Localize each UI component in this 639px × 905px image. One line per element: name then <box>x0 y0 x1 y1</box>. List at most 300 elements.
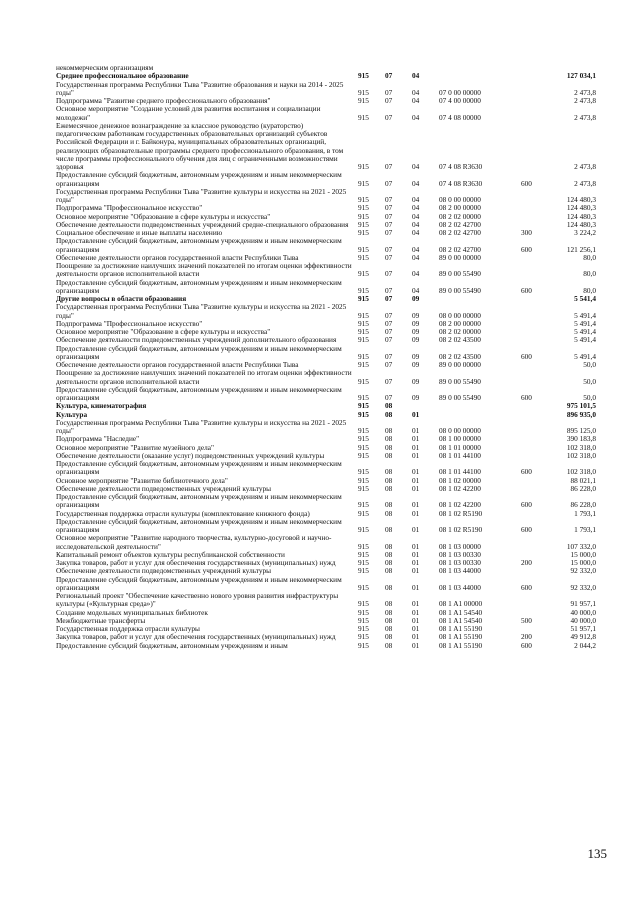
row-amount: 50,0 <box>583 360 596 369</box>
table-row <box>56 345 596 362</box>
row-subsection-code: 01 <box>412 409 420 419</box>
row-amount: 92 332,0 <box>570 582 596 592</box>
row-target-code: 89 0 00 55490 <box>439 269 481 279</box>
row-amount: 5 491,4 <box>574 335 596 345</box>
row-section-code: 08 <box>385 525 393 534</box>
row-subsection-code: 09 <box>412 393 420 402</box>
row-name: Предоставление субсидий бюджетным, автономным учреждениям и иным некоммерческим организациям <box>56 459 342 477</box>
row-amount: 124 480,3 <box>566 203 596 213</box>
row-subsection-code: 04 <box>412 178 420 188</box>
row-ved-code: 915 <box>358 351 369 361</box>
row-ved-code: 915 <box>358 219 369 229</box>
row-ved-code: 915 <box>358 525 369 534</box>
row-ved-code: 915 <box>358 244 369 254</box>
row-target-code: 08 1 03 00000 <box>439 541 481 551</box>
row-amount: 5 491,4 <box>574 327 596 336</box>
row-target-code: 08 1 02 42200 <box>439 500 481 510</box>
row-amount: 2 044,2 <box>574 640 596 650</box>
row-name: Обеспечение деятельности органов государственной власти Республики Тыва <box>56 252 299 262</box>
row-ved-code: 915 <box>358 426 369 435</box>
row-target-code: 08 1 A1 55190 <box>439 640 483 650</box>
row-ved-code: 915 <box>358 434 369 444</box>
row-section-code: 08 <box>385 582 393 592</box>
row-ved-code: 915 <box>358 360 369 369</box>
row-amount: 102 318,0 <box>566 467 596 477</box>
row-section-code: 07 <box>385 112 393 122</box>
row-subsection-code: 01 <box>412 582 420 592</box>
row-section-code: 08 <box>385 599 393 609</box>
row-amount: 124 480,3 <box>566 195 596 204</box>
row-ved-code: 915 <box>358 71 369 81</box>
row-expense-type: 200 <box>521 632 532 642</box>
row-expense-type: 600 <box>521 467 532 477</box>
row-amount: 1 793,1 <box>574 525 596 534</box>
row-section-code: 07 <box>385 252 393 262</box>
row-name: Предоставление субсидий бюджетным, автономным учреждениям и иным некоммерческим организациям <box>56 236 342 254</box>
row-amount: 975 101,5 <box>566 401 596 411</box>
row-name: Подпрограмма "Развитие среднего профессионального образования" <box>56 96 271 105</box>
row-name: Государственная поддержка отрасли культуры (комплектование книжного фонда) <box>56 508 310 518</box>
row-name: Государственная программа Республики Тыва "Развитие культуры и искусства на 2021 - 2025 годы" <box>56 417 347 435</box>
row-amount: 390 183,8 <box>566 434 596 444</box>
row-subsection-code: 09 <box>412 360 420 369</box>
table-row <box>56 369 596 386</box>
row-subsection-code: 01 <box>412 475 420 485</box>
row-ved-code: 915 <box>358 607 369 617</box>
row-ved-code: 915 <box>358 582 369 592</box>
row-name: Подпрограмма "Профессиональное искусство" <box>56 203 203 213</box>
row-name: Обеспечение деятельности органов государственной власти Республики Тыва <box>56 360 299 369</box>
row-amount: 102 318,0 <box>566 442 596 452</box>
row-name: Закупка товаров, работ и услуг для обеспечения государственных (муниципальных) нужд <box>56 558 336 567</box>
row-subsection-code: 04 <box>412 269 420 279</box>
row-expense-type: 600 <box>521 351 532 361</box>
row-amount: 895 125,0 <box>566 426 596 435</box>
row-amount: 80,0 <box>583 252 596 262</box>
row-ved-code: 915 <box>358 178 369 188</box>
row-amount: 91 957,1 <box>570 599 596 609</box>
row-section-code: 07 <box>385 327 393 336</box>
row-subsection-code: 01 <box>412 467 420 477</box>
budget-table <box>56 64 596 650</box>
row-name: Региональный проект "Обеспечение качественно нового уровня развития инфраструктуры культуры («Культурная среда»)" <box>56 591 339 609</box>
row-expense-type: 600 <box>521 393 532 402</box>
row-section-code: 08 <box>385 434 393 444</box>
row-ved-code: 915 <box>358 467 369 477</box>
row-amount: 107 332,0 <box>566 541 596 551</box>
table-row <box>56 493 596 510</box>
row-amount: 5 491,4 <box>574 318 596 328</box>
row-target-code: 07 4 08 00000 <box>439 112 481 122</box>
row-subsection-code: 09 <box>412 310 420 320</box>
row-amount: 2 473,8 <box>574 162 596 171</box>
row-section-code: 07 <box>385 244 393 254</box>
row-subsection-code: 04 <box>412 203 420 213</box>
row-target-code: 08 1 02 42200 <box>439 483 481 493</box>
row-name: Государственная программа Республики Тыва "Развитие культуры и искусства на 2021 - 2025 годы" <box>56 186 347 204</box>
row-name: некоммерческим организациям <box>56 63 154 72</box>
row-target-code: 07 0 00 00000 <box>439 87 481 97</box>
row-subsection-code: 01 <box>412 450 420 460</box>
row-name: Обеспечение деятельности подведомственных учреждений дополнительного образования <box>56 335 337 345</box>
row-amount: 5 541,4 <box>574 294 596 303</box>
row-ved-code: 915 <box>358 195 369 204</box>
row-subsection-code: 01 <box>412 426 420 435</box>
row-amount: 15 000,0 <box>570 549 596 559</box>
row-target-code: 08 1 03 44000 <box>439 582 481 592</box>
row-target-code: 07 4 08 R3630 <box>439 162 483 171</box>
row-subsection-code: 04 <box>412 87 420 97</box>
row-subsection-code: 01 <box>412 483 420 493</box>
row-subsection-code: 04 <box>412 244 420 254</box>
row-subsection-code: 04 <box>412 162 420 171</box>
row-ved-code: 915 <box>358 318 369 328</box>
row-target-code: 08 1 03 00330 <box>439 549 481 559</box>
row-subsection-code: 04 <box>412 112 420 122</box>
table-row <box>56 402 596 410</box>
table-row <box>56 460 596 477</box>
row-section-code: 08 <box>385 566 393 576</box>
row-subsection-code: 04 <box>412 96 420 105</box>
row-expense-type: 600 <box>521 500 532 510</box>
row-amount: 2 473,8 <box>574 87 596 97</box>
row-section-code: 08 <box>385 640 393 650</box>
table-row <box>56 303 596 320</box>
row-subsection-code: 01 <box>412 508 420 518</box>
row-target-code: 08 0 00 00000 <box>439 195 481 204</box>
row-target-code: 08 1 A1 55190 <box>439 624 483 633</box>
row-target-code: 89 0 00 55490 <box>439 376 481 386</box>
row-name: Подпрограмма "Наследие" <box>56 434 140 444</box>
row-ved-code: 915 <box>358 409 369 419</box>
row-target-code: 08 2 02 00000 <box>439 327 481 336</box>
row-target-code: 08 0 00 00000 <box>439 426 481 435</box>
row-ved-code: 915 <box>358 624 369 633</box>
row-name: Среднее профессиональное образование <box>56 71 189 81</box>
row-subsection-code: 04 <box>412 285 420 295</box>
row-target-code: 08 1 02 R5190 <box>439 525 483 534</box>
row-section-code: 08 <box>385 409 393 419</box>
row-name: Предоставление субсидий бюджетным, автономным учреждениям и иным некоммерческим организациям <box>56 574 342 592</box>
row-section-code: 07 <box>385 294 393 303</box>
row-section-code: 08 <box>385 500 393 510</box>
row-name: Капитальный ремонт объектов культуры республиканской собственности <box>56 549 285 559</box>
row-name: Другие вопросы в области образования <box>56 294 187 303</box>
row-ved-code: 915 <box>358 393 369 402</box>
row-target-code: 08 1 03 44000 <box>439 566 481 576</box>
row-expense-type: 600 <box>521 244 532 254</box>
table-row <box>56 534 596 551</box>
row-name: Основное мероприятие "Образование в сфере культуры и искусства" <box>56 327 271 336</box>
row-subsection-code: 01 <box>412 615 420 625</box>
row-section-code: 08 <box>385 426 393 435</box>
row-section-code: 08 <box>385 615 393 625</box>
table-row <box>56 237 596 254</box>
row-target-code: 08 0 00 00000 <box>439 310 481 320</box>
table-row <box>56 576 596 593</box>
row-target-code: 08 1 02 00000 <box>439 475 481 485</box>
table-row <box>56 105 596 122</box>
row-target-code: 08 1 01 44100 <box>439 450 481 460</box>
row-expense-type: 600 <box>521 285 532 295</box>
row-target-code: 08 1 02 R5190 <box>439 508 483 518</box>
row-amount: 50,0 <box>583 393 596 402</box>
row-subsection-code: 01 <box>412 558 420 567</box>
row-section-code: 07 <box>385 178 393 188</box>
row-ved-code: 915 <box>358 335 369 345</box>
row-subsection-code: 01 <box>412 640 420 650</box>
row-name: Закупка товаров, работ и услуг для обеспечения государственных (муниципальных) нужд <box>56 632 336 642</box>
row-name: Предоставление субсидий бюджетным, автономным учреждениям и иным некоммерческим организациям <box>56 170 342 188</box>
row-section-code: 07 <box>385 96 393 105</box>
row-section-code: 07 <box>385 195 393 204</box>
row-target-code: 89 0 00 55490 <box>439 393 481 402</box>
row-amount: 2 473,8 <box>574 112 596 122</box>
row-ved-code: 915 <box>358 475 369 485</box>
row-name: Предоставление субсидий бюджетным, автономным учреждениям и иным некоммерческим организациям <box>56 492 342 510</box>
row-ved-code: 915 <box>358 285 369 295</box>
row-section-code: 07 <box>385 318 393 328</box>
row-target-code: 08 2 02 00000 <box>439 211 481 221</box>
row-expense-type: 600 <box>521 525 532 534</box>
row-amount: 50,0 <box>583 376 596 386</box>
row-ved-code: 915 <box>358 566 369 576</box>
row-amount: 5 491,4 <box>574 310 596 320</box>
row-section-code: 07 <box>385 393 393 402</box>
row-section-code: 08 <box>385 401 393 411</box>
row-section-code: 07 <box>385 310 393 320</box>
table-row <box>56 171 596 188</box>
row-amount: 49 912,8 <box>570 632 596 642</box>
row-section-code: 07 <box>385 87 393 97</box>
row-subsection-code: 01 <box>412 624 420 633</box>
row-section-code: 07 <box>385 269 393 279</box>
row-section-code: 07 <box>385 360 393 369</box>
row-target-code: 08 2 00 00000 <box>439 203 481 213</box>
row-ved-code: 915 <box>358 599 369 609</box>
row-amount: 15 000,0 <box>570 558 596 567</box>
row-section-code: 07 <box>385 71 393 81</box>
row-name: Основное мероприятие "Создание условий для развития воспитания и социализации молодежи" <box>56 104 321 122</box>
table-row <box>56 122 596 172</box>
row-name: Социальное обеспечение и иные выплаты населению <box>56 228 223 237</box>
row-expense-type: 600 <box>521 178 532 188</box>
table-row <box>56 262 596 279</box>
row-name: Создание модельных муниципальных библиотек <box>56 607 208 617</box>
row-target-code: 08 1 A1 54540 <box>439 607 483 617</box>
row-subsection-code: 01 <box>412 500 420 510</box>
row-ved-code: 915 <box>358 558 369 567</box>
row-name: Поощрение за достижение наилучших значений показателей по итогам оценки эффективности деятельности органов исполнительной власти <box>56 368 352 386</box>
row-section-code: 08 <box>385 483 393 493</box>
row-amount: 86 228,0 <box>570 500 596 510</box>
row-target-code: 08 2 02 42700 <box>439 219 481 229</box>
row-section-code: 07 <box>385 376 393 386</box>
row-ved-code: 915 <box>358 442 369 452</box>
row-subsection-code: 01 <box>412 549 420 559</box>
row-name: Предоставление субсидий бюджетным, автономным учреждениям и иным некоммерческим организациям <box>56 384 342 402</box>
row-amount: 2 473,8 <box>574 96 596 105</box>
row-subsection-code: 01 <box>412 632 420 642</box>
row-ved-code: 915 <box>358 615 369 625</box>
row-name: Межбюджетные трансферты <box>56 615 146 625</box>
row-ved-code: 915 <box>358 203 369 213</box>
row-ved-code: 915 <box>358 500 369 510</box>
row-amount: 102 318,0 <box>566 450 596 460</box>
row-ved-code: 915 <box>358 632 369 642</box>
row-ved-code: 915 <box>358 310 369 320</box>
row-target-code: 08 2 02 42700 <box>439 244 481 254</box>
row-target-code: 07 4 08 R3630 <box>439 178 483 188</box>
row-amount: 86 228,0 <box>570 483 596 493</box>
row-subsection-code: 01 <box>412 442 420 452</box>
row-section-code: 07 <box>385 351 393 361</box>
row-amount: 88 021,1 <box>570 475 596 485</box>
row-name: Культура <box>56 409 88 419</box>
row-name: Основное мероприятие "Развитие народного творчества, культурно-досуговой и научно-исследовательской деятельности" <box>56 533 332 551</box>
row-ved-code: 915 <box>358 376 369 386</box>
row-target-code: 08 1 A1 55190 <box>439 632 483 642</box>
row-target-code: 89 0 00 55490 <box>439 285 481 295</box>
row-name: Ежемесячное денежное вознаграждение за классное руководство (кураторство) педагогическим работникам государственных образовательных организаций субъектов Российской Федерации и г. Байконура, муниципальных образовательных организаций, реализующих образовательные программы среднего профессионального образования, в том числе программы профессионального обучения для лиц с ограниченными возможностями здоровья <box>56 120 344 171</box>
row-amount: 3 224,2 <box>574 228 596 237</box>
row-name: Государственная программа Республики Тыва "Развитие культуры и искусства на 2021 - 2025 годы" <box>56 302 347 320</box>
row-target-code: 08 2 02 43500 <box>439 351 481 361</box>
row-name: Предоставление субсидий бюджетным, автономным учреждениям и иным некоммерческим организациям <box>56 277 342 295</box>
row-name: Обеспечение деятельности (оказание услуг) подведомственных учреждений культуры <box>56 450 325 460</box>
row-amount: 40 000,0 <box>570 607 596 617</box>
row-ved-code: 915 <box>358 87 369 97</box>
row-subsection-code: 04 <box>412 219 420 229</box>
row-subsection-code: 09 <box>412 294 420 303</box>
row-name: Обеспечение деятельности подведомственных учреждений культуры <box>56 483 272 493</box>
row-subsection-code: 04 <box>412 195 420 204</box>
row-section-code: 08 <box>385 442 393 452</box>
row-target-code: 08 1 01 00000 <box>439 442 481 452</box>
row-section-code: 08 <box>385 541 393 551</box>
table-row <box>56 419 596 436</box>
row-expense-type: 600 <box>521 640 532 650</box>
row-name: Основное мероприятие "Развитие библиотечного дела" <box>56 475 228 485</box>
row-ved-code: 915 <box>358 252 369 262</box>
row-amount: 124 480,3 <box>566 219 596 229</box>
row-subsection-code: 04 <box>412 71 420 81</box>
row-expense-type: 600 <box>521 582 532 592</box>
row-target-code: 08 1 A1 54540 <box>439 615 483 625</box>
row-subsection-code: 01 <box>412 599 420 609</box>
row-section-code: 07 <box>385 285 393 295</box>
row-section-code: 07 <box>385 211 393 221</box>
row-ved-code: 915 <box>358 640 369 650</box>
row-ved-code: 915 <box>358 228 369 237</box>
row-amount: 124 480,3 <box>566 211 596 221</box>
row-target-code: 08 1 A1 00000 <box>439 599 483 609</box>
row-ved-code: 915 <box>358 96 369 105</box>
row-amount: 127 034,1 <box>566 71 596 81</box>
row-section-code: 07 <box>385 219 393 229</box>
row-target-code: 08 2 00 00000 <box>439 318 481 328</box>
table-row <box>56 592 596 609</box>
row-target-code: 08 1 00 00000 <box>439 434 481 444</box>
row-section-code: 08 <box>385 508 393 518</box>
row-name: Предоставление субсидий бюджетным, автономным учреждениям и иным некоммерческим организациям <box>56 343 342 361</box>
row-section-code: 08 <box>385 450 393 460</box>
table-row <box>56 518 596 535</box>
row-subsection-code: 09 <box>412 318 420 328</box>
row-subsection-code: 04 <box>412 211 420 221</box>
row-amount: 1 793,1 <box>574 508 596 518</box>
row-name: Предоставление субсидий бюджетным, автономным учреждениям и иным <box>56 640 288 650</box>
row-target-code: 89 0 00 00000 <box>439 252 481 262</box>
row-ved-code: 915 <box>358 541 369 551</box>
row-amount: 2 473,8 <box>574 178 596 188</box>
row-ved-code: 915 <box>358 483 369 493</box>
row-amount: 92 332,0 <box>570 566 596 576</box>
row-ved-code: 915 <box>358 211 369 221</box>
row-ved-code: 915 <box>358 294 369 303</box>
row-subsection-code: 09 <box>412 376 420 386</box>
row-ved-code: 915 <box>358 162 369 171</box>
table-row <box>56 279 596 296</box>
row-target-code: 08 1 01 44100 <box>439 467 481 477</box>
row-target-code: 08 2 02 43500 <box>439 335 481 345</box>
row-section-code: 08 <box>385 558 393 567</box>
row-subsection-code: 09 <box>412 335 420 345</box>
row-ved-code: 915 <box>358 508 369 518</box>
row-section-code: 08 <box>385 475 393 485</box>
row-section-code: 08 <box>385 467 393 477</box>
row-amount: 80,0 <box>583 269 596 279</box>
table-row <box>56 642 596 650</box>
row-subsection-code: 04 <box>412 252 420 262</box>
row-section-code: 08 <box>385 624 393 633</box>
table-row <box>56 81 596 98</box>
row-subsection-code: 01 <box>412 607 420 617</box>
row-ved-code: 915 <box>358 549 369 559</box>
row-subsection-code: 01 <box>412 525 420 534</box>
row-ved-code: 915 <box>358 327 369 336</box>
row-subsection-code: 01 <box>412 566 420 576</box>
row-section-code: 07 <box>385 335 393 345</box>
row-target-code: 07 4 00 00000 <box>439 96 481 105</box>
row-expense-type: 300 <box>521 228 532 237</box>
row-amount: 80,0 <box>583 285 596 295</box>
table-row <box>56 386 596 403</box>
row-ved-code: 915 <box>358 112 369 122</box>
row-target-code: 89 0 00 00000 <box>439 360 481 369</box>
row-subsection-code: 09 <box>412 351 420 361</box>
page-number: 135 <box>587 846 607 861</box>
row-subsection-code: 01 <box>412 434 420 444</box>
row-name: Государственная поддержка отрасли культуры <box>56 624 200 633</box>
row-subsection-code: 09 <box>412 327 420 336</box>
row-expense-type: 200 <box>521 558 532 567</box>
row-section-code: 08 <box>385 549 393 559</box>
row-section-code: 08 <box>385 607 393 617</box>
row-expense-type: 500 <box>521 615 532 625</box>
row-amount: 51 957,1 <box>570 624 596 633</box>
row-subsection-code: 01 <box>412 541 420 551</box>
row-target-code: 08 2 02 42700 <box>439 228 481 237</box>
row-subsection-code: 04 <box>412 228 420 237</box>
row-amount: 121 256,1 <box>566 244 596 254</box>
row-ved-code: 915 <box>358 450 369 460</box>
row-section-code: 07 <box>385 228 393 237</box>
row-section-code: 07 <box>385 162 393 171</box>
row-name: Культура, кинематография <box>56 401 147 411</box>
row-name: Государственная программа Республики Тыва "Развитие образования и науки на 2014 - 2025 годы" <box>56 79 344 97</box>
row-section-code: 07 <box>385 203 393 213</box>
